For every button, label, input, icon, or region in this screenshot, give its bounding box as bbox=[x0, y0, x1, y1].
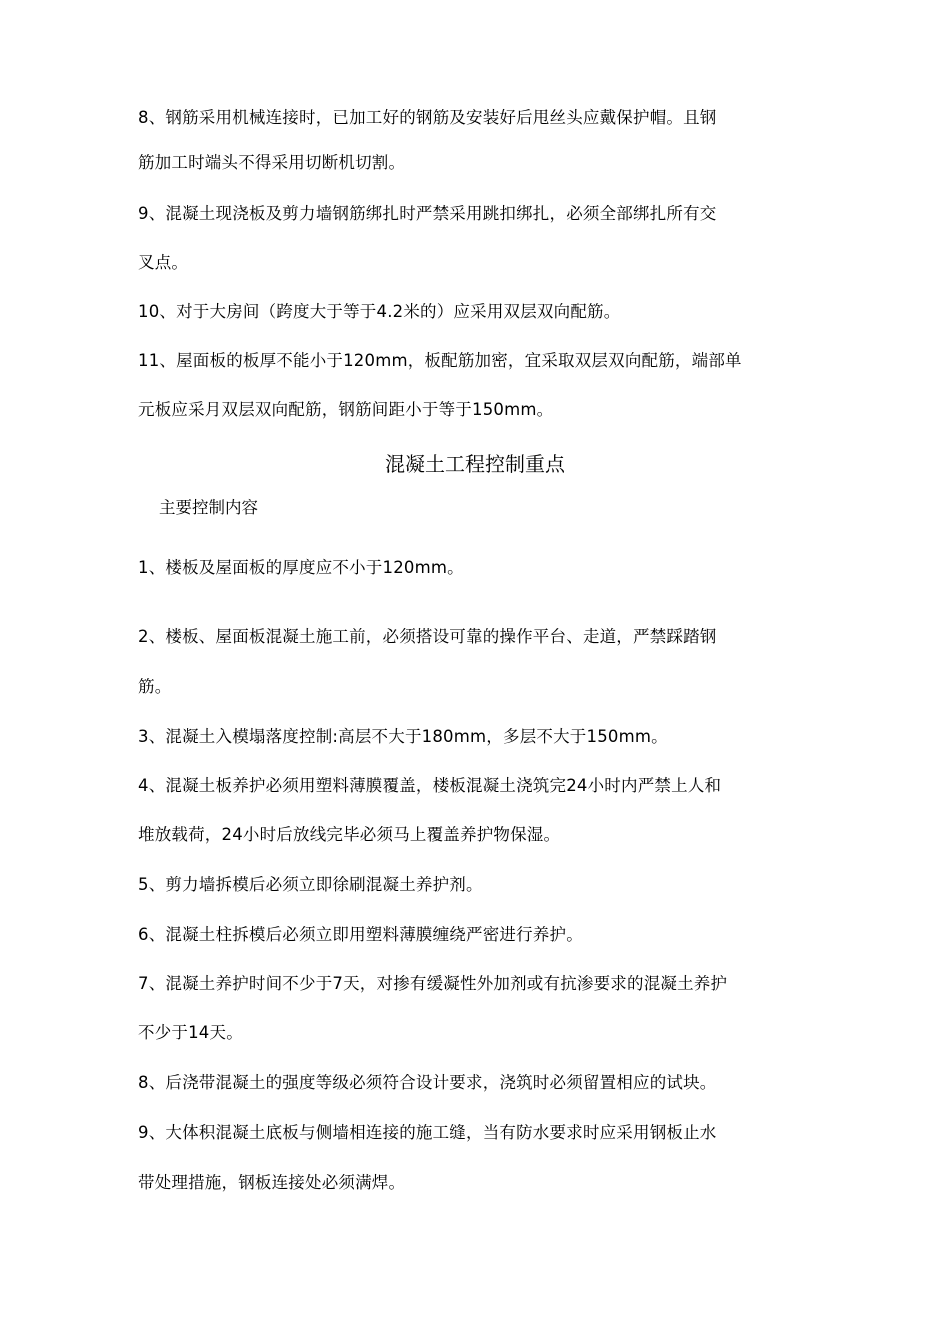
concrete-item-5-line-1: 5、剪力墙拆模后必须立即徐刷混凝土养护剂。 bbox=[138, 875, 483, 894]
concrete-item-9-line-2: 带处理措施，钢板连接处必须满焊。 bbox=[138, 1173, 406, 1192]
concrete-item-9-line-1: 9、大体积混凝土底板与侧墙相连接的施工缝，当有防水要求时应采用钢板止水 bbox=[138, 1123, 717, 1142]
rebar-item-10-line-1: 10、对于大房间（跨度大于等于4.2米的）应采用双层双向配筋。 bbox=[138, 302, 621, 321]
rebar-item-8-line-1: 8、钢筋采用机械连接时，已加工好的钢筋及安装好后甩丝头应戴保护帽。且钢 bbox=[138, 108, 717, 127]
section-title: 混凝土工程控制重点 bbox=[385, 452, 565, 476]
rebar-item-11-line-1: 11、屋面板的板厚不能小于120mm，板配筋加密，宜采取双层双向配筋，端部单 bbox=[138, 351, 742, 370]
rebar-item-8-line-2: 筋加工时端头不得采用切断机切割。 bbox=[138, 153, 406, 172]
concrete-item-7-line-1: 7、混凝土养护时间不少于7天，对掺有缓凝性外加剂或有抗渗要求的混凝土养护 bbox=[138, 974, 728, 993]
rebar-item-9-line-1: 9、混凝土现浇板及剪力墙钢筋绑扎时严禁采用跳扣绑扎，必须全部绑扎所有交 bbox=[138, 204, 717, 223]
concrete-item-7-line-2: 不少于14天。 bbox=[138, 1023, 243, 1042]
concrete-item-2-line-2: 筋。 bbox=[138, 677, 172, 696]
concrete-item-1-line-1: 1、楼板及屋面板的厚度应不小于120mm。 bbox=[138, 558, 464, 577]
concrete-item-8-line-1: 8、后浇带混凝土的强度等级必须符合设计要求，浇筑时必须留置相应的试块。 bbox=[138, 1073, 717, 1092]
concrete-item-4-line-2: 堆放载荷，24小时后放线完毕必须马上覆盖养护物保湿。 bbox=[138, 825, 561, 844]
section-subtitle: 主要控制内容 bbox=[159, 498, 258, 517]
concrete-item-4-line-1: 4、混凝土板养护必须用塑料薄膜覆盖，楼板混凝土浇筑完24小时内严禁上人和 bbox=[138, 776, 722, 795]
concrete-item-3-line-1: 3、混凝土入模塌落度控制:高层不大于180mm，多层不大于150mm。 bbox=[138, 727, 668, 746]
concrete-item-2-line-1: 2、楼板、屋面板混凝土施工前，必须搭设可靠的操作平台、走道，严禁踩踏钢 bbox=[138, 627, 717, 646]
rebar-item-9-line-2: 叉点。 bbox=[138, 253, 189, 272]
rebar-item-11-line-2: 元板应采月双层双向配筋，钢筋间距小于等于150mm。 bbox=[138, 400, 554, 419]
concrete-item-6-line-1: 6、混凝土柱拆模后必须立即用塑料薄膜缠绕严密进行养护。 bbox=[138, 925, 583, 944]
